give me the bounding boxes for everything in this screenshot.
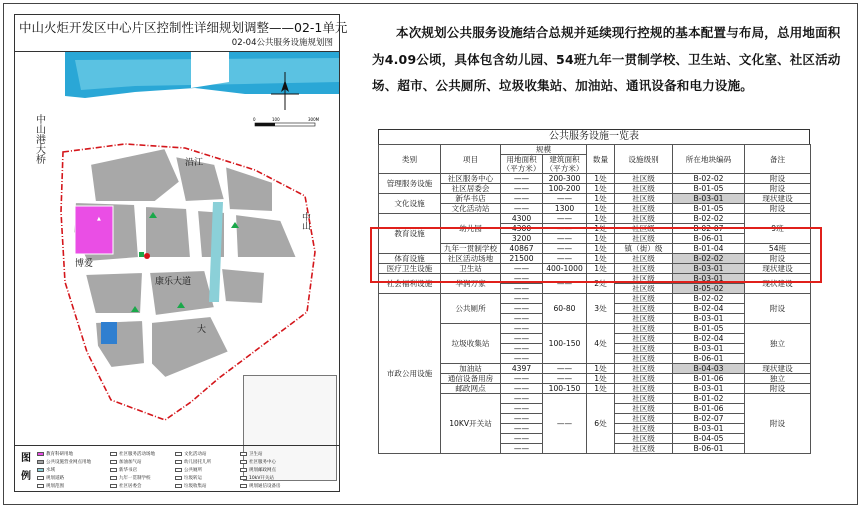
legend-label: 卫生站: [249, 452, 263, 457]
cell-note: 附设: [745, 394, 811, 454]
cell-item: 卫生站: [441, 264, 501, 274]
cell-level: 社区级: [615, 334, 673, 344]
cell-item: 社区居委会: [441, 184, 501, 194]
scale-0: 0: [253, 117, 256, 122]
table-caption: 公共服务设施一览表: [378, 129, 810, 144]
north-arrow-bg: [191, 52, 229, 88]
cell-level: 社区级: [615, 434, 673, 444]
cell-count: 6处: [587, 394, 615, 454]
cell-land: ——: [501, 444, 543, 454]
map-header: [15, 15, 348, 52]
cell-item: 加油站: [441, 364, 501, 374]
cell-land: ——: [501, 344, 543, 354]
cell-land: ——: [501, 264, 543, 274]
legend-item: [110, 483, 142, 489]
legend-item: [240, 475, 274, 481]
facility-table-wrap: [378, 129, 810, 454]
legend-item: [175, 475, 202, 481]
cell-item: 文化活动站: [441, 204, 501, 214]
cell-item: 公共厕所: [441, 294, 501, 324]
cell-build: 60-80: [543, 294, 587, 324]
scale-100: 100: [272, 117, 280, 122]
legend-swatch: [37, 452, 44, 456]
legend-swatch: [37, 468, 44, 472]
cell-land: ——: [501, 274, 543, 284]
cell-code: B-06-01: [673, 354, 745, 364]
table-row: [379, 294, 811, 304]
cell-land: ——: [501, 194, 543, 204]
cell-land: ——: [501, 334, 543, 344]
legend-swatch: [240, 484, 247, 488]
cell-category: 市政公用设施: [379, 294, 441, 454]
table-row: [379, 384, 811, 394]
cell-code: B-02-02: [673, 174, 745, 184]
education-highlight-box: [370, 227, 822, 283]
legend-swatch: [110, 460, 117, 464]
legend-swatch: [240, 460, 247, 464]
cell-build: ——: [543, 234, 587, 244]
cell-level: 社区级: [615, 444, 673, 454]
cell-level: 社区级: [615, 284, 673, 294]
cell-land: ——: [501, 284, 543, 294]
cell-category: 文化设施: [379, 194, 441, 214]
cell-land: 4300: [501, 224, 543, 234]
cell-count: 3处: [587, 294, 615, 324]
cell-code: B-01-04: [673, 244, 745, 254]
facility-table: [378, 144, 811, 454]
cell-note: 独立: [745, 374, 811, 384]
cell-land: 3200: [501, 234, 543, 244]
legend-swatch: [110, 484, 117, 488]
cell-land: 40867: [501, 244, 543, 254]
legend-swatch: [175, 476, 182, 480]
cell-code: B-02-07: [673, 414, 745, 424]
legend-item: [175, 483, 207, 489]
planning-map-panel: [14, 14, 348, 492]
cell-level: 社区级: [615, 354, 673, 364]
cell-build: 400-1000: [543, 264, 587, 274]
cell-land: ——: [501, 404, 543, 414]
cell-note: 附设: [745, 204, 811, 214]
legend-label: 规划范围: [46, 484, 64, 489]
cell-land: ——: [501, 374, 543, 384]
cell-build: ——: [543, 374, 587, 384]
cell-level: 社区级: [615, 304, 673, 314]
legend-label: 水域: [46, 468, 55, 473]
cell-level: 社区级: [615, 274, 673, 284]
cell-count: 1处: [587, 374, 615, 384]
intro-paragraph: 本次规划公共服务设施结合总规并延续现行控规的基本配置与布局，总用地面积为4.09公顷，具体包含幼儿园、54班九年一贯制学校、卫生站、文化室、社区活动场、超市、公共厕所、垃圾收集站、加油站、通讯设备和电力设施。: [372, 25, 841, 93]
cell-level: 社区级: [615, 234, 673, 244]
legend-item: [37, 483, 64, 489]
table-row: [379, 394, 811, 404]
legend-label: 规划道路: [46, 476, 64, 481]
legend-swatch: [175, 484, 182, 488]
legend-label: 文化活动站: [184, 452, 207, 457]
cell-level: 社区级: [615, 204, 673, 214]
scale-300: 300M: [308, 117, 320, 122]
map-canvas: [15, 52, 339, 445]
cell-level: 社区级: [615, 254, 673, 264]
cell-land: ——: [501, 204, 543, 214]
legend-label: 公共厕所: [184, 468, 202, 473]
cell-note: 54班: [745, 244, 811, 254]
cell-code: B-02-07: [673, 224, 745, 234]
th-scale: 规模: [501, 145, 587, 155]
cell-note: 现状建设: [745, 264, 811, 274]
cell-count: 1处: [587, 174, 615, 184]
legend-label: 社区服务活动场地: [119, 452, 155, 457]
cell-note: 现状建设: [745, 274, 811, 294]
cell-code: B-02-02: [673, 214, 745, 224]
legend-item: [110, 475, 151, 481]
legend-item: [175, 459, 211, 465]
cell-count: 1处: [587, 234, 615, 244]
legend-item: [175, 467, 202, 473]
legend-swatch: [37, 484, 44, 488]
legend-item: [175, 451, 207, 457]
legend-swatch: [240, 476, 247, 480]
cell-item: 九年一贯制学校: [441, 244, 501, 254]
cell-code: B-03-01: [673, 384, 745, 394]
legend-label: 公共设施营业网点用地: [46, 460, 91, 465]
cell-level: 社区级: [615, 214, 673, 224]
legend-label: 规划邮政网点: [249, 468, 276, 473]
cell-count: 1处: [587, 214, 615, 224]
cell-level: 社区级: [615, 194, 673, 204]
cell-item: 通信设备用房: [441, 374, 501, 384]
legend-swatch: [110, 468, 117, 472]
cell-land: 21500: [501, 254, 543, 264]
table-row: [379, 194, 811, 204]
cell-land: ——: [501, 354, 543, 364]
cell-level: 社区级: [615, 364, 673, 374]
cell-note: 附设: [745, 294, 811, 324]
cell-build: 100-200: [543, 184, 587, 194]
cell-item: 新华书店: [441, 194, 501, 204]
table-row: [379, 214, 811, 224]
cell-level: 社区级: [615, 294, 673, 304]
education-land-block: [75, 206, 113, 254]
cell-code: B-03-01: [673, 344, 745, 354]
legend-swatch: [240, 452, 247, 456]
cell-count: 1处: [587, 264, 615, 274]
table-row: [379, 364, 811, 374]
cell-land: ——: [501, 314, 543, 324]
table-row: [379, 204, 811, 214]
cell-level: 镇（街）级: [615, 244, 673, 254]
cell-build: ——: [543, 244, 587, 254]
cell-code: B-01-05: [673, 204, 745, 214]
cell-code: B-01-05: [673, 184, 745, 194]
cell-item: 华润万家: [441, 274, 501, 294]
cell-note: 附设: [745, 174, 811, 184]
cell-note: 现状建设: [745, 194, 811, 204]
label-zhongshan: 中山: [300, 212, 310, 230]
legend-label: 10kV开关站: [249, 476, 274, 481]
table-header-row: [379, 145, 811, 155]
legend-item: [37, 475, 64, 481]
cell-land: ——: [501, 324, 543, 334]
cell-code: B-01-06: [673, 374, 745, 384]
cell-land: ——: [501, 304, 543, 314]
cell-build: ——: [543, 274, 587, 294]
cell-count: 4处: [587, 324, 615, 364]
cell-code: B-02-04: [673, 334, 745, 344]
legend-swatch: [175, 460, 182, 464]
legend-item: [240, 451, 263, 457]
cell-land: ——: [501, 174, 543, 184]
table-row: [379, 174, 811, 184]
map-subtitle: 02-04公共服务设施规划图: [231, 38, 333, 48]
cell-land: ——: [501, 384, 543, 394]
cell-land: ——: [501, 424, 543, 434]
cell-land: ——: [501, 394, 543, 404]
cell-note: 9班: [745, 214, 811, 244]
cell-code: B-04-03: [673, 364, 745, 374]
cell-code: B-02-02: [673, 294, 745, 304]
table-row: [379, 374, 811, 384]
cell-build: 100-150: [543, 384, 587, 394]
cell-level: 社区级: [615, 324, 673, 334]
th-note: 备注: [745, 145, 811, 174]
cell-level: 社区级: [615, 314, 673, 324]
school-marker-icon: ▲: [97, 216, 101, 222]
cell-level: 社区级: [615, 344, 673, 354]
cell-category: 体育设施: [379, 254, 441, 264]
legend-item: [37, 451, 73, 457]
cell-code: B-01-06: [673, 404, 745, 414]
cell-count: 1处: [587, 384, 615, 394]
th-item: 项目: [441, 145, 501, 174]
cell-code: B-03-01: [673, 424, 745, 434]
map-title: 中山火炬开发区中心片区控制性详细规划调整——02-1单元: [19, 20, 348, 35]
cell-level: 社区级: [615, 374, 673, 384]
th-land-area: 用地面积（平方米）: [501, 155, 543, 174]
legend-label: 教育科研用地: [46, 452, 73, 457]
cell-note: 附设: [745, 384, 811, 394]
cell-level: 社区级: [615, 264, 673, 274]
cell-level: 社区级: [615, 394, 673, 404]
cell-code: B-05-02: [673, 284, 745, 294]
cell-land: ——: [501, 414, 543, 424]
legend-swatch: [37, 476, 44, 480]
legend-swatch: [175, 468, 182, 472]
legend-label: 社区服务中心: [249, 460, 276, 465]
label-boai: 博爱: [75, 259, 94, 269]
label-yanjiang: 沿江: [185, 158, 204, 168]
green-square-icon: [139, 252, 144, 257]
cell-code: B-06-01: [673, 444, 745, 454]
legend-label: 垃圾转运: [184, 476, 202, 481]
cell-category: 社会福利设施: [379, 274, 441, 294]
cell-count: 1处: [587, 184, 615, 194]
cell-build: ——: [543, 194, 587, 204]
cell-item: 邮政网点: [441, 384, 501, 394]
cell-level: 社区级: [615, 184, 673, 194]
cell-count: 1处: [587, 364, 615, 374]
legend-label: 九年一贯制学校: [119, 476, 151, 481]
legend-label: 社区居委会: [119, 484, 142, 489]
cell-note: 附设: [745, 254, 811, 264]
legend-item: [37, 467, 55, 473]
label-bridge: 中山港大桥: [33, 114, 45, 164]
legend-label: 垃圾收集站: [184, 484, 207, 489]
cell-count: 1处: [587, 194, 615, 204]
utility-block: [101, 322, 117, 344]
cell-level: 社区级: [615, 424, 673, 434]
label-kangle: 康乐大道: [155, 277, 192, 287]
legend-item: [240, 459, 276, 465]
cell-count: 1处: [587, 254, 615, 264]
cell-category: 管理服务设施: [379, 174, 441, 194]
legend-label: 加油加气站: [119, 460, 142, 465]
legend-item: [240, 483, 281, 489]
table-row: [379, 184, 811, 194]
cell-level: 社区级: [615, 224, 673, 234]
th-count: 数量: [587, 145, 615, 174]
legend-swatch: [240, 468, 247, 472]
legend-swatch: [110, 476, 117, 480]
legend-item: [37, 459, 91, 465]
cell-land: ——: [501, 184, 543, 194]
cell-item: 社区服务中心: [441, 174, 501, 184]
th-code: 所在地块编码: [673, 145, 745, 174]
th-level: 设施级别: [615, 145, 673, 174]
legend-swatch: [37, 460, 44, 464]
cell-count: 1处: [587, 224, 615, 234]
cell-note: 附设: [745, 184, 811, 194]
scale-bar: [253, 117, 320, 126]
red-circle-icon: [144, 253, 150, 259]
cell-item: 垃圾收集站: [441, 324, 501, 364]
cell-build: ——: [543, 394, 587, 454]
map-legend: [15, 445, 339, 492]
cell-code: B-03-01: [673, 274, 745, 284]
legend-item: [110, 451, 155, 457]
cell-code: B-03-01: [673, 264, 745, 274]
legend-item: [240, 467, 276, 473]
cell-code: B-03-01: [673, 314, 745, 324]
cell-code: B-03-01: [673, 194, 745, 204]
cell-land: 4397: [501, 364, 543, 374]
cell-code: B-02-04: [673, 304, 745, 314]
cell-code: B-01-05: [673, 324, 745, 334]
cell-land: ——: [501, 434, 543, 444]
cell-level: 社区级: [615, 404, 673, 414]
cell-category: 医疗卫生设施: [379, 264, 441, 274]
table-row: [379, 324, 811, 334]
cell-note: 独立: [745, 324, 811, 364]
legend-label: 新华书店: [119, 468, 137, 473]
cell-code: B-06-01: [673, 234, 745, 244]
cell-build: 200-300: [543, 174, 587, 184]
th-build-area: 建筑面积（平方米）: [543, 155, 587, 174]
th-category: 类别: [379, 145, 441, 174]
legend-swatch: [110, 452, 117, 456]
legend-swatch: [175, 452, 182, 456]
legend-item: [110, 459, 142, 465]
cell-build: ——: [543, 214, 587, 224]
legend-item: [110, 467, 137, 473]
cell-count: 2处: [587, 274, 615, 294]
cell-count: 1处: [587, 204, 615, 214]
legend-label: 规划通信设备房: [249, 484, 281, 489]
cell-land: ——: [501, 294, 543, 304]
cell-item: 社区活动场地: [441, 254, 501, 264]
cell-build: 1300: [543, 204, 587, 214]
cell-item: 幼儿园: [441, 214, 501, 244]
cell-code: B-04-05: [673, 434, 745, 444]
cell-category: 教育设施: [379, 214, 441, 254]
cell-code: B-01-02: [673, 394, 745, 404]
label-da: 大: [197, 325, 207, 335]
cell-level: 社区级: [615, 384, 673, 394]
cell-land: 4300: [501, 214, 543, 224]
cell-build: ——: [543, 254, 587, 264]
cell-build: ——: [543, 364, 587, 374]
cell-note: 现状建设: [745, 364, 811, 374]
legend-heading: 图例: [21, 453, 31, 482]
cell-level: 社区级: [615, 414, 673, 424]
cell-code: B-02-02: [673, 254, 745, 264]
cell-level: 社区级: [615, 174, 673, 184]
cell-count: 1处: [587, 244, 615, 254]
legend-label: 幼儿园托儿所: [184, 460, 211, 465]
cell-build: ——: [543, 224, 587, 234]
cell-build: 100-150: [543, 324, 587, 364]
cell-item: 10KV开关站: [441, 394, 501, 454]
